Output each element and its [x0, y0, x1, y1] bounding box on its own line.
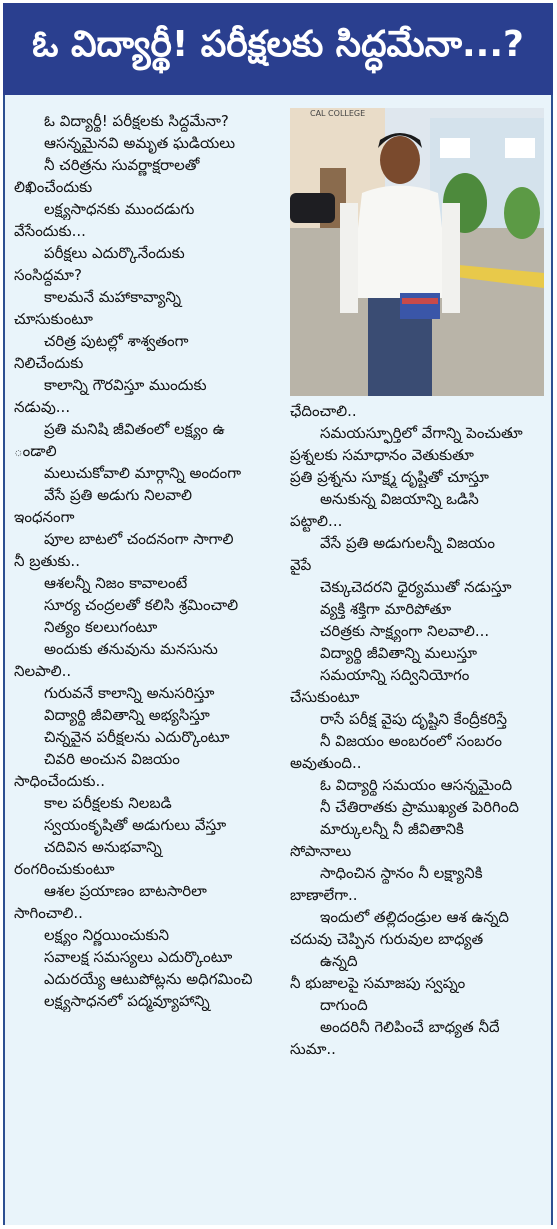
- poem-line: నీ చరిత్రను సువర్ణాక్షరాలతో: [44, 156, 200, 174]
- poem-line: ఇందులో తల్లిదండ్రుల ఆశ ఉన్నది: [320, 908, 510, 926]
- poem-line: లక్ష్యసాధనకు ముందడుగు: [44, 200, 195, 218]
- poem-line: అవుతుంది..: [290, 754, 362, 772]
- poem-line: స్వయంకృషితో అడుగులు వేస్తూ: [44, 816, 227, 834]
- poem-line: చెక్కుచెదరని ధైర్యముతో నడుస్తూ: [320, 578, 512, 596]
- poem-line: పట్టాలి...: [290, 512, 343, 530]
- poem-line: అందుకు తనువును మనసును: [44, 640, 218, 658]
- author-photo: [290, 108, 544, 396]
- poem-line: చదివిన అనుభవాన్ని: [44, 838, 162, 856]
- poem-line: విద్యార్థి జీవితాన్ని అభ్యసిస్తూ: [44, 706, 210, 724]
- poem-line: ఆశలన్నీ నిజం కావాలంటే: [44, 574, 188, 592]
- poem-line: ప్రతి మనిషి జీవితంలో లక్ష్యం ఉ: [44, 420, 225, 438]
- poem-line: నీ బ్రతుకు..: [14, 552, 80, 570]
- poem-line: వేసే ప్రతి అడుగు నిలవాలి: [44, 486, 193, 504]
- poem-line: సాధించేందుకు..: [14, 772, 106, 790]
- poem-line: ండాలి: [14, 442, 57, 460]
- poem-line: చరిత్రకు సాక్ష్యంగా నిలవాలి...: [320, 622, 490, 640]
- poem-line: లక్ష్యసాధనలో పద్మవ్యూహాన్ని: [44, 992, 210, 1010]
- poem-line: చూసుకుంటూ: [14, 310, 93, 328]
- poem-line: ఛేదించాలి..: [290, 402, 357, 420]
- poem-left-column: [14, 110, 276, 1012]
- poem-line: ఉన్నది: [320, 952, 358, 970]
- poem-line: బాణాలేగా..: [290, 886, 358, 904]
- poem-line: ఇంధనంగా: [14, 508, 75, 526]
- poem-line: ఎదురయ్యే ఆటుపోట్లను అధిగమించి: [44, 970, 253, 988]
- poem-line: నీ చేతిరాతకు ప్రాముఖ్యత పెరిగింది: [320, 798, 519, 816]
- poem-line: నిత్యం కలలుగంటూ: [44, 618, 158, 636]
- poem-line: ఆసన్నమైనవి అమృత ఘడియలు: [44, 134, 236, 152]
- poem-line: ప్రశ్నలకు సమాధానం వెతుకుతూ: [290, 446, 474, 464]
- poem-line: లిఖించేందుకు: [14, 178, 93, 196]
- poem-line: ఓ విద్యార్థీ! పరీక్షలకు సిద్ధమేనా?: [44, 112, 229, 130]
- poem-line: పూల బాటలో చందనంగా సాగాలి: [44, 530, 234, 548]
- author-photo-image: [290, 108, 544, 396]
- poem-line: వ్యక్తి శక్తిగా మారిపోతూ: [320, 600, 452, 618]
- poem-line: నడువు...: [14, 398, 71, 416]
- poem-line: వేసే ప్రతి అడుగులన్నీ విజయం: [320, 534, 495, 552]
- poem-line: ఆశల ప్రయాణం బాటసారిలా: [44, 882, 207, 900]
- poem-line: సవాలక్ష సమస్యలు ఎదుర్కొంటూ: [44, 948, 233, 966]
- poem-line: లక్ష్యం నిర్ణయించుకుని: [44, 926, 170, 944]
- poem-line: సమయస్ఫూర్తిలో వేగాన్ని పెంచుతూ: [320, 424, 523, 442]
- poem-line: చదువు చెప్పిన గురువుల బాధ్యత: [290, 930, 484, 948]
- page-title: ఓ విద్యార్థీ! పరీక్షలకు సిద్ధమేనా...?: [3, 3, 553, 95]
- poem-line: చరిత్ర పుటల్లో శాశ్వతంగా: [44, 332, 189, 350]
- poem-line: అందరినీ గెలిపించే బాధ్యత నీదే: [320, 1018, 500, 1036]
- poem-line: చివరి అంచున విజయం: [44, 750, 180, 768]
- poem-line: చేసుకుంటూ: [290, 688, 360, 706]
- poem-line: రంగరించుకుంటూ: [14, 860, 115, 878]
- poem-line: విద్యార్థి జీవితాన్ని మలుస్తూ: [320, 644, 478, 662]
- poem-line: చిన్నవైన పరీక్షలను ఎదుర్కొంటూ: [44, 728, 230, 746]
- poem-line: కాలాన్ని గౌరవిస్తూ ముందుకు: [44, 376, 207, 394]
- poem-line: సూర్య చంద్రలతో కలిసి శ్రమించాలి: [44, 596, 239, 614]
- poem-line: అనుకున్న విజయాన్ని ఒడిసి: [320, 490, 479, 508]
- poem-line: నిలిచేందుకు: [14, 354, 84, 372]
- poem-line: మార్కులన్నీ నీ జీవితానికి: [320, 820, 464, 838]
- poem-line: సుమా..: [290, 1040, 336, 1058]
- poem-line: దాగుంది: [320, 996, 368, 1014]
- poem-line: ప్రతి ప్రశ్నను సూక్ష్మ దృష్టితో చూస్తూ: [290, 468, 489, 486]
- poem-line: సమయాన్ని సద్వినియోగం: [320, 666, 470, 684]
- poem-line: కాలమనే మహాకావ్యాన్ని: [44, 288, 182, 306]
- poem-line: సోపానాలు: [290, 842, 352, 860]
- poem-line: మలుచుకోవాలి మార్గాన్ని అందంగా: [44, 464, 242, 482]
- poem-line: సంసిద్ధమా?: [14, 266, 82, 284]
- poem-line: గురువనే కాలాన్ని అనుసరిస్తూ: [44, 684, 215, 702]
- poem-line: రాసే పరీక్ష వైపు దృష్టిని కేంద్రీకరిస్తే: [320, 710, 508, 728]
- poem-line: ఓ విద్యార్థి సమయం ఆసన్నమైంది: [320, 776, 513, 794]
- poem-line: పరీక్షలు ఎదుర్కొనేందుకు: [44, 244, 185, 262]
- poem-line: సాధించిన స్థానం నీ లక్ష్యానికి: [320, 864, 483, 882]
- poem-right-column: [290, 400, 544, 1060]
- poem-line: కాల పరీక్షలకు నిలబడి: [44, 794, 172, 812]
- poem-line: నీ విజయం అంబరంలో సంబరం: [320, 732, 503, 750]
- poem-line: నీ భుజాలపై సమాజపు స్వప్నం: [290, 974, 466, 992]
- poem-line: సాగించాలి..: [14, 904, 83, 922]
- poem-line: వేసేందుకు...: [14, 222, 86, 240]
- poem-line: వైపే: [290, 556, 312, 574]
- photo-sign: CAL COLLEGE: [310, 109, 366, 118]
- poem-line: నిలపాలి..: [14, 662, 72, 680]
